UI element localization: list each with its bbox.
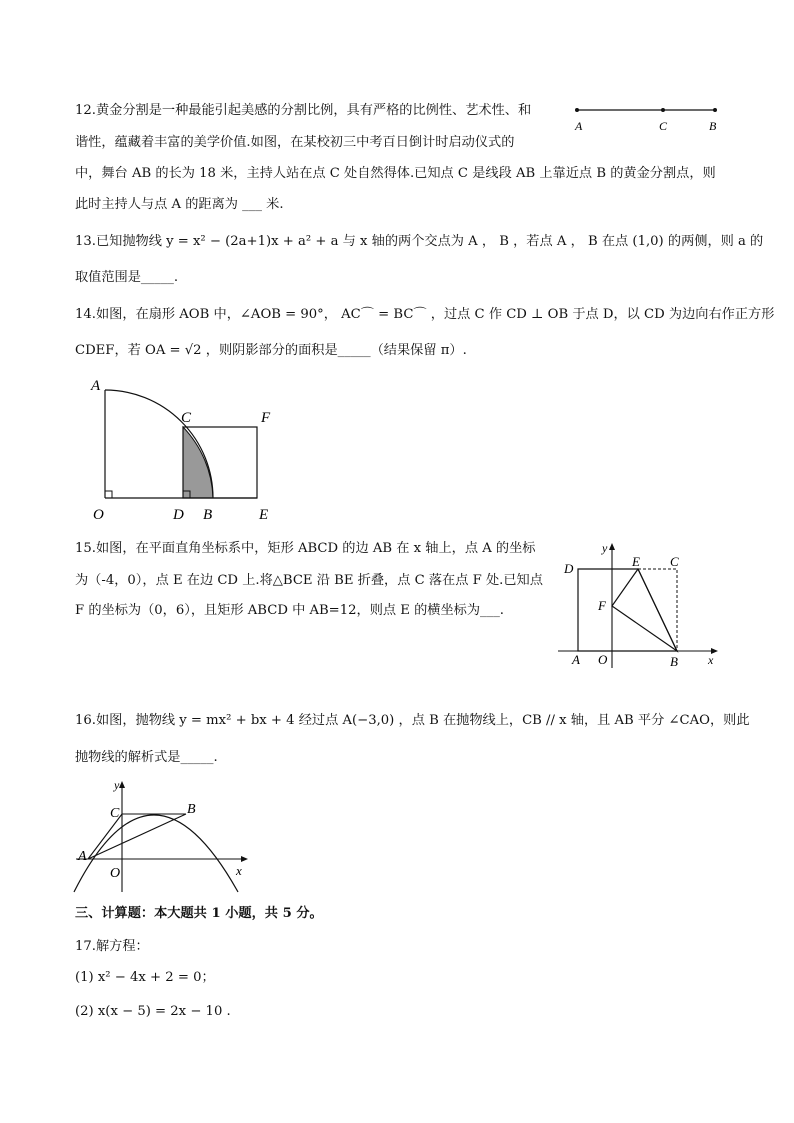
q17-part-1: (1) x² − 4x + 2 = 0； (75, 970, 215, 985)
q17-title: 17.解方程： (75, 939, 149, 954)
q12-line-3: 中，舞台 AB 的长为 18 米，主持人站在点 C 处自然得体.已知点 C 是线段 AB 上靠近点 B 的黄金分割点，则 (75, 166, 716, 181)
q14-line-2: CDEF，若 OA = √2 ，则阴影部分的面积是_____（结果保留 π）. (75, 343, 467, 358)
q14-label-e: E (259, 507, 269, 523)
q16-line-2: 抛物线的解析式是_____. (75, 750, 218, 765)
q15-label-b: B (670, 654, 678, 669)
q14-label-o: O (93, 507, 104, 523)
q14-sector-figure (85, 372, 285, 527)
q14-label-f: F (261, 410, 271, 426)
q15-line-2: 为（-4，0），点 E 在边 CD 上.将△BCE 沿 BE 折叠，点 C 落在点 F 处.已知点 (75, 573, 543, 588)
q16-label-x: x (236, 863, 242, 878)
q12-label-b: B (709, 119, 717, 133)
q16-label-b: B (187, 802, 196, 817)
q12-segment-figure (565, 100, 725, 136)
q14-label-a: A (91, 378, 101, 394)
q15-label-d: D (564, 561, 574, 576)
q14-label-c: C (181, 410, 192, 426)
section-3-heading: 三、计算题：本大题共 1 小题，共 5 分。 (75, 906, 323, 921)
q17-part-2: (2) x(x − 5) = 2x − 10 . (75, 1004, 231, 1019)
q15-label-o: O (598, 652, 608, 667)
q13-line-1: 13.已知抛物线 y = x² − (2a+1)x + a² + a 与 x 轴的两个交点为 A ， B ，若点 A ， B 在点 (1,0) 的两侧，则 a 的 (75, 234, 764, 249)
q12-label-a: A (575, 119, 583, 133)
q15-line-1: 15.如图，在平面直角坐标系中，矩形 ABCD 的边 AB 在 x 轴上，点 A 的坐标 (75, 541, 536, 556)
q16-label-y: y (114, 778, 120, 792)
q12-line-1: 12.黄金分割是一种最能引起美感的分割比例，具有严格的比例性、艺术性、和 (75, 103, 532, 118)
q15-label-f: F (598, 598, 606, 613)
q14-label-b: B (203, 507, 213, 523)
q16-label-o: O (110, 866, 121, 881)
q15-label-a: A (572, 652, 580, 667)
q14-line-1: 14.如图，在扇形 AOB 中，∠AOB = 90°， AC⌒ = BC⌒ ，过点 C 作 CD ⊥ OB 于点 D，以 CD 为边向右作正方形 (75, 307, 775, 322)
q16-label-c: C (110, 806, 120, 821)
q16-label-a: A (78, 849, 87, 864)
q13-line-2: 取值范围是_____. (75, 270, 179, 285)
q15-line-3: F 的坐标为（0，6），且矩形 ABCD 中 AB=12，则点 E 的横坐标为___. (75, 603, 504, 618)
q16-parabola-figure (68, 776, 253, 896)
q15-label-e: E (632, 554, 640, 569)
q14-label-d: D (173, 507, 184, 523)
q12-label-c: C (659, 119, 668, 133)
q16-line-1: 16.如图，抛物线 y = mx² + bx + 4 经过点 A(−3,0) ，点 B 在抛物线上，CB // x 轴，且 AB 平分 ∠CAO，则此 (75, 713, 750, 728)
q15-label-y: y (602, 541, 608, 555)
q15-rectangle-figure (556, 536, 726, 671)
q12-line-2: 谐性，蕴藏着丰富的美学价值.如图，在某校初三中考百日倒计时启动仪式的 (75, 135, 515, 150)
q12-line-4: 此时主持人与点 A 的距离为 ___ 米. (75, 197, 284, 212)
q15-label-c: C (670, 554, 679, 569)
q15-label-x: x (708, 653, 714, 667)
